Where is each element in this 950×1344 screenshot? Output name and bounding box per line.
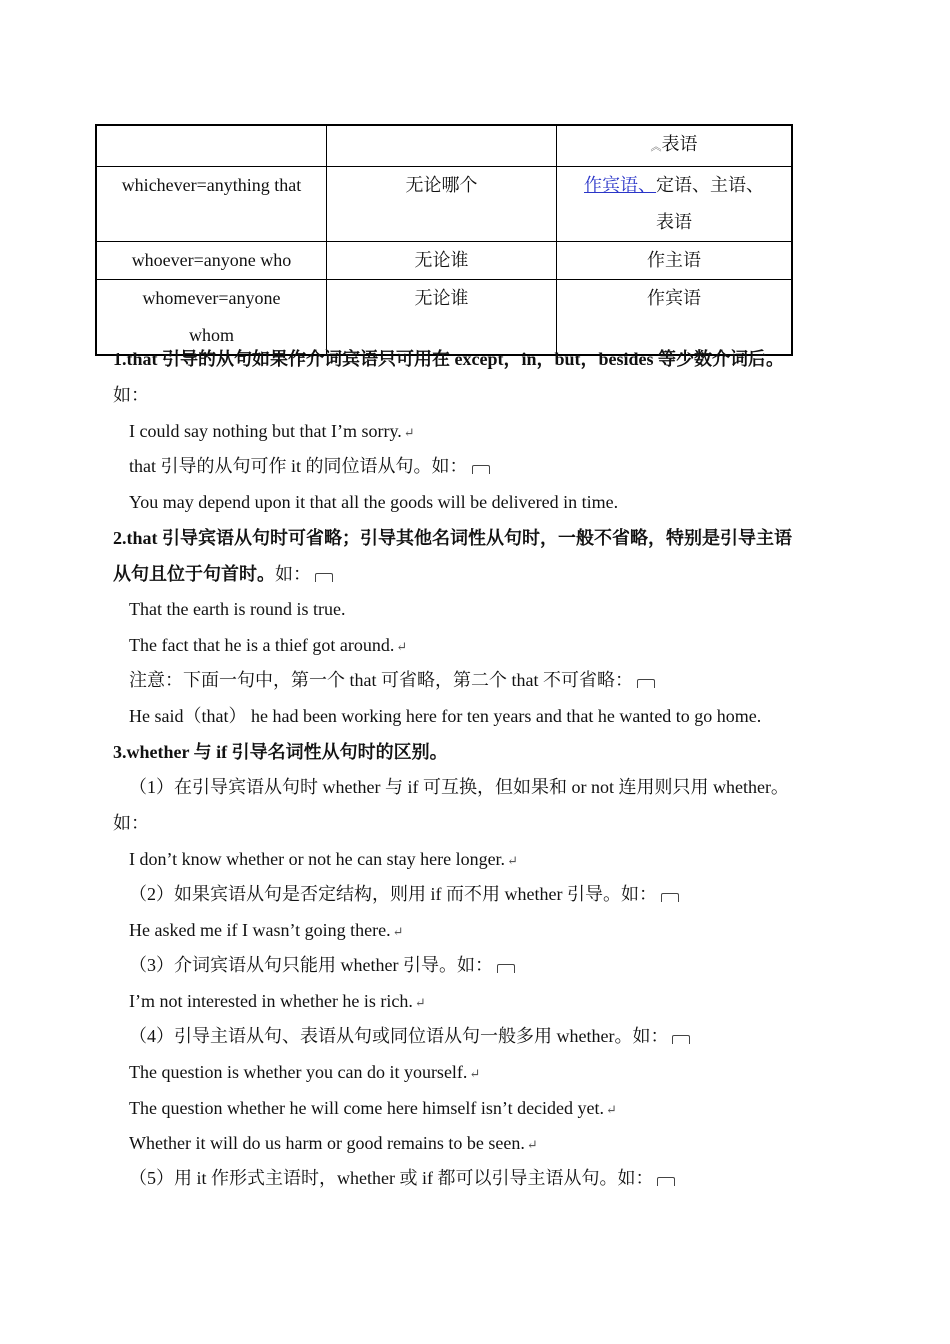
example-line	[129, 633, 407, 659]
paragraph-mark-icon: ↵	[392, 924, 404, 939]
example-text: I’m not interested in whether he is rich.	[129, 991, 413, 1011]
bracket-mark-icon	[472, 465, 490, 474]
line-text: （3）介词宾语从句只能用 whether 引导。如：	[129, 955, 493, 975]
heading-text: 从句且位于句首时。	[113, 564, 275, 584]
paragraph-line	[129, 1166, 675, 1190]
paragraph-line	[129, 882, 679, 906]
cell-text: whom	[189, 325, 234, 345]
table-cell	[327, 125, 557, 167]
clause-table	[95, 124, 793, 356]
bracket-mark-icon	[637, 679, 655, 688]
example-line	[129, 847, 518, 873]
example-text: The fact that he is a thief got around.	[129, 635, 395, 655]
cell-text: 定语、主语、	[656, 175, 764, 195]
table-cell: whichever=anything that	[96, 167, 327, 242]
section-heading: 1.that 引导的从句如果作介词宾语只可用在 except，in，but，besides 等少数介词后。	[113, 349, 785, 369]
table-cell	[557, 125, 793, 167]
table-cell: 无论谁	[327, 242, 557, 280]
line-text: （4）引导主语从句、表语从句或同位语从句一般多用 whether。如：	[129, 1026, 669, 1046]
table-cell: 无论谁	[327, 280, 557, 356]
section-heading: 2.that 引导宾语从句时可省略；引导其他名词性从句时，一般不省略，特别是引导主语	[113, 528, 792, 548]
line-text: （5）用 it 作形式主语时，whether 或 if 都可以引导主语从句。如：	[129, 1168, 654, 1188]
table-cell: 作主语	[557, 242, 793, 280]
object-link[interactable]: 作宾语、	[584, 175, 656, 195]
paragraph-line: 如：	[113, 385, 149, 405]
table-cell: whoever=anyone who	[96, 242, 327, 280]
cell-text: 表语	[656, 212, 692, 232]
example-line	[129, 989, 426, 1015]
example-text: The question whether he will come here himself isn’t decided yet.	[129, 1098, 605, 1118]
example-line: He said（that） he had been working here for ten years and that he wanted to go home.	[129, 706, 762, 726]
table-row	[96, 242, 792, 280]
example-line: That the earth is round is true.	[129, 599, 346, 619]
example-line	[129, 918, 404, 944]
paragraph-mark-icon: ↵	[507, 853, 518, 868]
paragraph-line	[129, 953, 515, 977]
example-line	[129, 1060, 480, 1086]
table-cell	[96, 280, 327, 356]
chevron-up-icon: ︽	[650, 141, 662, 153]
example-line: You may depend upon it that all the goods will be delivered in time.	[129, 492, 619, 512]
table-row	[96, 167, 792, 242]
paragraph-mark-icon: ↵	[403, 425, 415, 440]
table-row	[96, 125, 792, 167]
paragraph-mark-icon: ↵	[526, 1137, 538, 1152]
table-cell: 无论哪个	[327, 167, 557, 242]
paragraph-line	[129, 1024, 690, 1048]
example-text: I could say nothing but that I’m sorry.	[129, 421, 402, 441]
paragraph-mark-icon: ↵	[606, 1102, 617, 1117]
cell-text: whomever=anyone	[142, 288, 281, 308]
example-text: I don’t know whether or not he can stay here longer.	[129, 849, 506, 869]
paragraph-line: （1）在引导宾语从句时 whether 与 if 可互换，但如果和 or not 连用则只用 whether。	[129, 777, 789, 797]
example-text: He asked me if I wasn’t going there.	[129, 920, 391, 940]
cell-text: 表语	[661, 134, 698, 154]
example-text: The question is whether you can do it yourself.	[129, 1062, 468, 1082]
paragraph-line	[129, 454, 490, 478]
line-text: （2）如果宾语从句是否定结构，则用 if 而不用 whether 引导。如：	[129, 884, 657, 904]
bracket-mark-icon	[672, 1035, 690, 1044]
line-text: 注意：下面一句中，第一个 that 可省略，第二个 that 不可省略：	[129, 670, 633, 690]
bracket-mark-icon	[657, 1177, 675, 1186]
table-cell: 作宾语	[557, 280, 793, 356]
table-cell	[557, 167, 793, 242]
bracket-mark-icon	[497, 964, 515, 973]
example-line	[129, 1096, 617, 1122]
example-line	[129, 1131, 538, 1157]
paragraph-line	[129, 668, 655, 692]
paragraph-mark-icon: ↵	[414, 995, 426, 1010]
line-text: that 引导的从句可作 it 的同位语从句。如：	[129, 456, 468, 476]
example-line	[129, 419, 415, 445]
section-heading: 3.whether 与 if 引导名词性从句时的区别。	[113, 742, 448, 762]
table-cell	[96, 125, 327, 167]
paragraph-mark-icon: ↵	[396, 639, 408, 654]
paragraph-line: 如：	[113, 813, 149, 833]
table-row	[96, 280, 792, 356]
bracket-mark-icon	[661, 893, 679, 902]
bracket-mark-icon	[315, 573, 333, 582]
line-text: 如：	[275, 564, 311, 584]
paragraph-mark-icon: ↵	[469, 1066, 481, 1081]
paragraph-line	[113, 562, 333, 586]
example-text: Whether it will do us harm or good remains to be seen.	[129, 1133, 525, 1153]
